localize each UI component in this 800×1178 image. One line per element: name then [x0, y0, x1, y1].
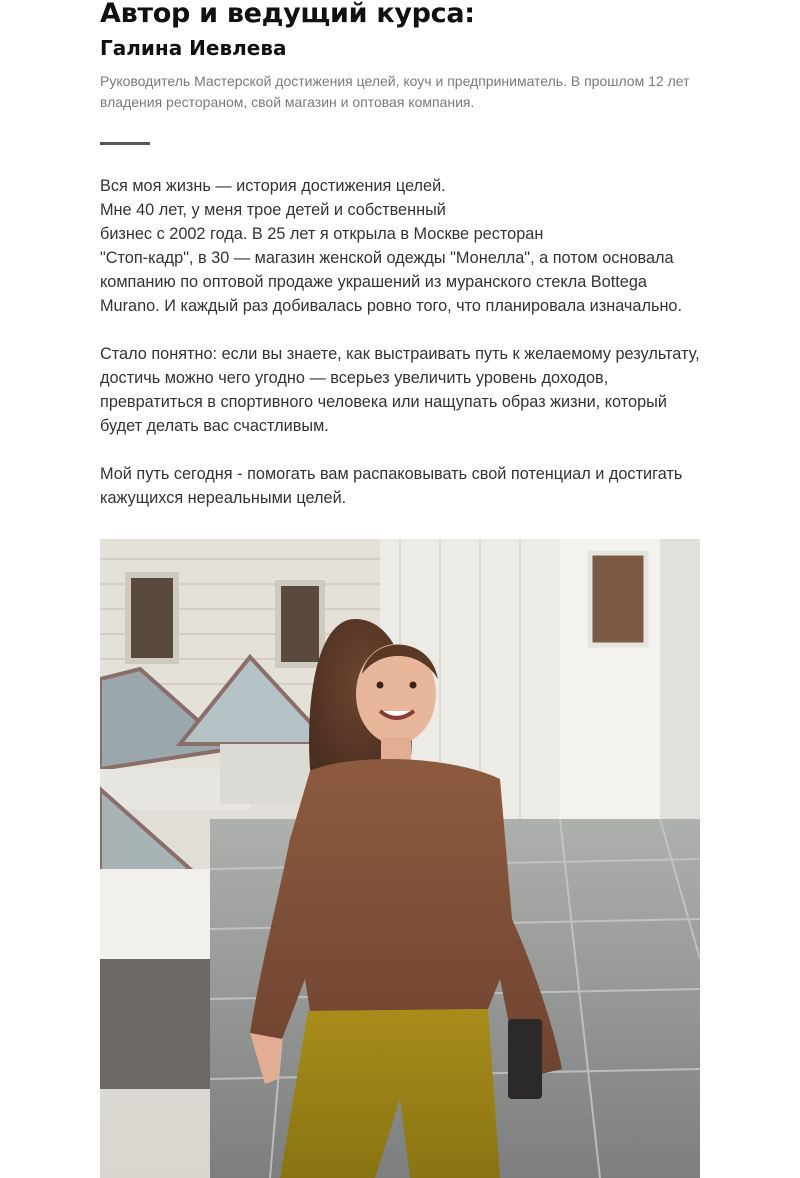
author-photo	[100, 539, 700, 1178]
bio-line: кажущихся нереальными целей.	[100, 489, 347, 507]
bio-line: Мне 40 лет, у меня трое детей и собственный	[100, 201, 446, 219]
author-subtitle: Руководитель Мастерской достижения целей, коуч и предприниматель. В прошлом 12 лет владения рестораном, свой магазин и оптовая компания.	[100, 73, 690, 110]
bio-paragraph-2	[100, 342, 700, 438]
bio-line: будет делать вас счастливым.	[100, 417, 329, 435]
author-portrait-illustration	[100, 539, 700, 1178]
bio-line: "Стоп-кадр", в 30 — магазин женской одежды "Монелла", а потом основала	[100, 249, 674, 267]
bio-line: Стало понятно: если вы знаете, как выстраивать путь к желаемому результату,	[100, 345, 700, 363]
bio-line: превратиться в спортивного человека или нащупать образ жизни, который	[100, 393, 667, 411]
bio-line: Вся моя жизнь — история достижения целей.	[100, 177, 446, 195]
bio-paragraph-1	[100, 174, 700, 318]
author-name: Галина Иевлева	[100, 36, 287, 60]
bio-line: достичь можно чего угодно — всерьез увеличить уровень доходов,	[100, 369, 609, 387]
bio-line: бизнес с 2002 года. В 25 лет я открыла в Москве ресторан	[100, 225, 544, 243]
bio-line: Мой путь сегодня - помогать вам распаковывать свой потенциал и достигать	[100, 465, 683, 483]
section-divider	[100, 142, 150, 145]
bio-paragraph-3	[100, 462, 700, 510]
bio-line: Murano. И каждый раз добивалась ровно того, что планировала изначально.	[100, 297, 683, 315]
bio-line: компанию по оптовой продаже украшений из муранского стекла Bottega	[100, 273, 647, 291]
page-title: Автор и ведущий курса:	[100, 0, 475, 29]
